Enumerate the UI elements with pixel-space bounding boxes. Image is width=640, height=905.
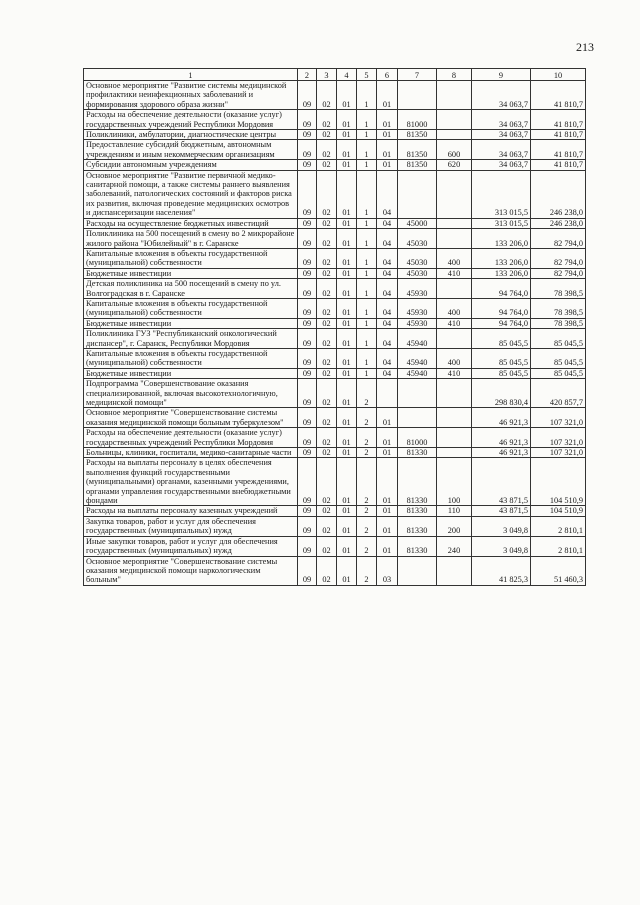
- direction-code-cell: 45940: [398, 348, 437, 368]
- subsection-code-cell: 02: [317, 218, 337, 228]
- table-row: [84, 279, 586, 299]
- subprogram-code-cell: 2: [357, 506, 377, 516]
- direction-code-cell: 81350: [398, 140, 437, 160]
- program-code-cell: 01: [337, 536, 357, 556]
- amount-year1-cell: 133 206,0: [472, 229, 531, 249]
- subprogram-code-cell: 2: [357, 428, 377, 448]
- amount-year1-cell: 3 049,8: [472, 516, 531, 536]
- table-row: [84, 536, 586, 556]
- amount-year1-cell: 313 015,5: [472, 218, 531, 228]
- column-header: 4: [337, 69, 357, 81]
- program-code-cell: 01: [337, 379, 357, 408]
- event-code-cell: 01: [377, 516, 398, 536]
- amount-year2-cell: 78 398,5: [531, 318, 586, 328]
- row-name-cell: Расходы на обеспечение деятельности (оказание услуг) государственных учреждений Республики Мордовия: [84, 428, 298, 448]
- direction-code-cell: 81330: [398, 516, 437, 536]
- direction-code-cell: [398, 170, 437, 218]
- program-code-cell: 01: [337, 428, 357, 448]
- event-code-cell: 04: [377, 318, 398, 328]
- program-code-cell: 01: [337, 448, 357, 458]
- section-code-cell: 09: [298, 556, 317, 585]
- direction-code-cell: [398, 408, 437, 428]
- column-header: 2: [298, 69, 317, 81]
- direction-code-cell: 81000: [398, 110, 437, 130]
- row-name-cell: Основное мероприятие "Развитие первичной медико-санитарной помощи, а также системы раннего выявления заболеваний, патологических состояний и факторов риска их развития, включая проведение медицинских осмотров и диспансеризации населения": [84, 170, 298, 218]
- program-code-cell: 01: [337, 458, 357, 506]
- event-code-cell: 04: [377, 368, 398, 378]
- budget-table: [83, 68, 586, 586]
- page-number: 213: [576, 40, 594, 54]
- event-code-cell: 01: [377, 140, 398, 160]
- table-row: [84, 556, 586, 585]
- expense-type-cell: [437, 556, 472, 585]
- table-row: [84, 140, 586, 160]
- header-row: [84, 69, 586, 81]
- program-code-cell: 01: [337, 81, 357, 110]
- section-code-cell: 09: [298, 458, 317, 506]
- expense-type-cell: 620: [437, 160, 472, 170]
- subprogram-code-cell: 2: [357, 408, 377, 428]
- subprogram-code-cell: 1: [357, 218, 377, 228]
- event-code-cell: 01: [377, 536, 398, 556]
- expense-type-cell: 200: [437, 516, 472, 536]
- subsection-code-cell: 02: [317, 458, 337, 506]
- program-code-cell: 01: [337, 298, 357, 318]
- row-name-cell: Бюджетные инвестиции: [84, 268, 298, 278]
- subsection-code-cell: 02: [317, 170, 337, 218]
- subsection-code-cell: 02: [317, 248, 337, 268]
- amount-year1-cell: 298 830,4: [472, 379, 531, 408]
- event-code-cell: 04: [377, 298, 398, 318]
- amount-year1-cell: 34 063,7: [472, 130, 531, 140]
- amount-year1-cell: 46 921,3: [472, 408, 531, 428]
- program-code-cell: 01: [337, 170, 357, 218]
- event-code-cell: 04: [377, 268, 398, 278]
- section-code-cell: 09: [298, 428, 317, 448]
- expense-type-cell: 400: [437, 348, 472, 368]
- event-code-cell: 01: [377, 458, 398, 506]
- program-code-cell: 01: [337, 218, 357, 228]
- column-header: 3: [317, 69, 337, 81]
- program-code-cell: 01: [337, 348, 357, 368]
- section-code-cell: 09: [298, 379, 317, 408]
- table-row: [84, 458, 586, 506]
- amount-year2-cell: 2 810,1: [531, 516, 586, 536]
- subsection-code-cell: 02: [317, 140, 337, 160]
- row-name-cell: Капитальные вложения в объекты государственной (муниципальной) собственности: [84, 298, 298, 318]
- table-row: [84, 130, 586, 140]
- event-code-cell: 01: [377, 428, 398, 448]
- amount-year2-cell: 41 810,7: [531, 110, 586, 130]
- subprogram-code-cell: 1: [357, 298, 377, 318]
- column-header: 9: [472, 69, 531, 81]
- subsection-code-cell: 02: [317, 408, 337, 428]
- subprogram-code-cell: 1: [357, 318, 377, 328]
- column-header: 7: [398, 69, 437, 81]
- direction-code-cell: 45930: [398, 279, 437, 299]
- expense-type-cell: [437, 448, 472, 458]
- program-code-cell: 01: [337, 160, 357, 170]
- program-code-cell: 01: [337, 329, 357, 349]
- row-name-cell: Капитальные вложения в объекты государственной (муниципальной) собственности: [84, 248, 298, 268]
- column-header: 8: [437, 69, 472, 81]
- direction-code-cell: 81350: [398, 160, 437, 170]
- amount-year2-cell: 246 238,0: [531, 170, 586, 218]
- table-row: [84, 428, 586, 448]
- expense-type-cell: 410: [437, 268, 472, 278]
- direction-code-cell: [398, 556, 437, 585]
- amount-year2-cell: 82 794,0: [531, 248, 586, 268]
- expense-type-cell: [437, 110, 472, 130]
- event-code-cell: 04: [377, 218, 398, 228]
- amount-year1-cell: 43 871,5: [472, 458, 531, 506]
- expense-type-cell: [437, 408, 472, 428]
- event-code-cell: 04: [377, 248, 398, 268]
- subsection-code-cell: 02: [317, 329, 337, 349]
- amount-year1-cell: 85 045,5: [472, 329, 531, 349]
- row-name-cell: Бюджетные инвестиции: [84, 318, 298, 328]
- expense-type-cell: 410: [437, 318, 472, 328]
- amount-year2-cell: 104 510,9: [531, 458, 586, 506]
- subsection-code-cell: 02: [317, 448, 337, 458]
- row-name-cell: Основное мероприятие "Совершенствование системы оказания медицинской помощи наркологическим больным": [84, 556, 298, 585]
- table-row: [84, 379, 586, 408]
- table-row: [84, 318, 586, 328]
- subsection-code-cell: 02: [317, 506, 337, 516]
- event-code-cell: 04: [377, 329, 398, 349]
- expense-type-cell: 110: [437, 506, 472, 516]
- column-header: 1: [84, 69, 298, 81]
- section-code-cell: 09: [298, 448, 317, 458]
- table-row: [84, 329, 586, 349]
- amount-year1-cell: 34 063,7: [472, 160, 531, 170]
- event-code-cell: 04: [377, 348, 398, 368]
- table-row: [84, 110, 586, 130]
- amount-year1-cell: 46 921,3: [472, 428, 531, 448]
- amount-year2-cell: 51 460,3: [531, 556, 586, 585]
- section-code-cell: 09: [298, 298, 317, 318]
- row-name-cell: Детская поликлиника на 500 посещений в смену по ул. Волгоградская в г. Саранске: [84, 279, 298, 299]
- subsection-code-cell: 02: [317, 110, 337, 130]
- table-row: [84, 298, 586, 318]
- amount-year1-cell: 34 063,7: [472, 81, 531, 110]
- subprogram-code-cell: 2: [357, 458, 377, 506]
- amount-year2-cell: 107 321,0: [531, 408, 586, 428]
- expense-type-cell: 400: [437, 298, 472, 318]
- direction-code-cell: 45930: [398, 298, 437, 318]
- table-row: [84, 368, 586, 378]
- expense-type-cell: [437, 329, 472, 349]
- section-code-cell: 09: [298, 408, 317, 428]
- subprogram-code-cell: 2: [357, 516, 377, 536]
- table-row: [84, 229, 586, 249]
- direction-code-cell: 45000: [398, 218, 437, 228]
- subsection-code-cell: 02: [317, 368, 337, 378]
- row-name-cell: Бюджетные инвестиции: [84, 368, 298, 378]
- table-row: [84, 348, 586, 368]
- row-name-cell: Основное мероприятие "Совершенствование системы оказания медицинской помощи больным туберкулезом": [84, 408, 298, 428]
- amount-year1-cell: 133 206,0: [472, 268, 531, 278]
- subprogram-code-cell: 2: [357, 536, 377, 556]
- program-code-cell: 01: [337, 318, 357, 328]
- amount-year2-cell: 41 810,7: [531, 160, 586, 170]
- direction-code-cell: 81330: [398, 536, 437, 556]
- subprogram-code-cell: 1: [357, 268, 377, 278]
- expense-type-cell: [437, 229, 472, 249]
- subsection-code-cell: 02: [317, 536, 337, 556]
- direction-code-cell: [398, 81, 437, 110]
- table-row: [84, 506, 586, 516]
- section-code-cell: 09: [298, 348, 317, 368]
- direction-code-cell: 81330: [398, 458, 437, 506]
- subsection-code-cell: 02: [317, 379, 337, 408]
- amount-year2-cell: 85 045,5: [531, 329, 586, 349]
- direction-code-cell: 81350: [398, 130, 437, 140]
- subprogram-code-cell: 1: [357, 248, 377, 268]
- section-code-cell: 09: [298, 81, 317, 110]
- amount-year2-cell: 85 045,5: [531, 348, 586, 368]
- event-code-cell: 01: [377, 448, 398, 458]
- row-name-cell: Иные закупки товаров, работ и услуг для обеспечения государственных (муниципальных) нужд: [84, 536, 298, 556]
- amount-year2-cell: 85 045,5: [531, 368, 586, 378]
- column-header: 10: [531, 69, 586, 81]
- event-code-cell: 04: [377, 279, 398, 299]
- program-code-cell: 01: [337, 279, 357, 299]
- row-name-cell: Расходы на осуществление бюджетных инвестиций: [84, 218, 298, 228]
- expense-type-cell: [437, 130, 472, 140]
- row-name-cell: Поликлиники, амбулатории, диагностические центры: [84, 130, 298, 140]
- row-name-cell: Субсидии автономным учреждениям: [84, 160, 298, 170]
- table-row: [84, 170, 586, 218]
- event-code-cell: 01: [377, 506, 398, 516]
- amount-year2-cell: 78 398,5: [531, 279, 586, 299]
- direction-code-cell: 45030: [398, 268, 437, 278]
- expense-type-cell: 400: [437, 248, 472, 268]
- amount-year2-cell: 41 810,7: [531, 140, 586, 160]
- section-code-cell: 09: [298, 130, 317, 140]
- expense-type-cell: [437, 379, 472, 408]
- amount-year2-cell: 107 321,0: [531, 448, 586, 458]
- event-code-cell: 01: [377, 408, 398, 428]
- expense-type-cell: [437, 170, 472, 218]
- row-name-cell: Подпрограмма "Совершенствование оказания специализированной, включая высокотехнологичную, медицинской помощи": [84, 379, 298, 408]
- subprogram-code-cell: 1: [357, 81, 377, 110]
- event-code-cell: [377, 379, 398, 408]
- event-code-cell: 01: [377, 130, 398, 140]
- expense-type-cell: [437, 81, 472, 110]
- subsection-code-cell: 02: [317, 516, 337, 536]
- amount-year1-cell: 94 764,0: [472, 279, 531, 299]
- program-code-cell: 01: [337, 248, 357, 268]
- amount-year2-cell: 82 794,0: [531, 268, 586, 278]
- subsection-code-cell: 02: [317, 81, 337, 110]
- amount-year1-cell: 85 045,5: [472, 368, 531, 378]
- subprogram-code-cell: 2: [357, 556, 377, 585]
- program-code-cell: 01: [337, 229, 357, 249]
- expense-type-cell: 600: [437, 140, 472, 160]
- amount-year1-cell: 46 921,3: [472, 448, 531, 458]
- row-name-cell: Расходы на обеспечение деятельности (оказание услуг) государственных учреждений Республики Мордовия: [84, 110, 298, 130]
- direction-code-cell: 81330: [398, 506, 437, 516]
- row-name-cell: Поликлиника ГУЗ "Республиканский онкологический диспансер", г. Саранск, Республики Мордовия: [84, 329, 298, 349]
- direction-code-cell: 45030: [398, 248, 437, 268]
- table-row: [84, 408, 586, 428]
- program-code-cell: 01: [337, 408, 357, 428]
- section-code-cell: 09: [298, 160, 317, 170]
- table-row: [84, 448, 586, 458]
- amount-year2-cell: 2 810,1: [531, 536, 586, 556]
- amount-year1-cell: 313 015,5: [472, 170, 531, 218]
- amount-year2-cell: 420 857,7: [531, 379, 586, 408]
- subsection-code-cell: 02: [317, 556, 337, 585]
- amount-year1-cell: 94 764,0: [472, 298, 531, 318]
- amount-year2-cell: 82 794,0: [531, 229, 586, 249]
- direction-code-cell: [398, 379, 437, 408]
- direction-code-cell: 45940: [398, 329, 437, 349]
- expense-type-cell: 240: [437, 536, 472, 556]
- amount-year1-cell: 85 045,5: [472, 348, 531, 368]
- table-header: [84, 69, 586, 81]
- program-code-cell: 01: [337, 140, 357, 160]
- row-name-cell: Расходы на выплаты персоналу казенных учреждений: [84, 506, 298, 516]
- event-code-cell: 01: [377, 81, 398, 110]
- section-code-cell: 09: [298, 279, 317, 299]
- amount-year2-cell: 78 398,5: [531, 298, 586, 318]
- amount-year1-cell: 34 063,7: [472, 110, 531, 130]
- table-row: [84, 248, 586, 268]
- row-name-cell: Капитальные вложения в объекты государственной (муниципальной) собственности: [84, 348, 298, 368]
- subprogram-code-cell: 1: [357, 348, 377, 368]
- amount-year2-cell: 104 510,9: [531, 506, 586, 516]
- subprogram-code-cell: 2: [357, 448, 377, 458]
- program-code-cell: 01: [337, 556, 357, 585]
- expense-type-cell: [437, 218, 472, 228]
- subprogram-code-cell: 1: [357, 130, 377, 140]
- event-code-cell: 03: [377, 556, 398, 585]
- row-name-cell: Больницы, клиники, госпитали, медико-санитарные части: [84, 448, 298, 458]
- program-code-cell: 01: [337, 368, 357, 378]
- row-name-cell: Основное мероприятие "Развитие системы медицинской профилактики неинфекционных заболеваний и формирования здорового образа жизни": [84, 81, 298, 110]
- table-row: [84, 81, 586, 110]
- expense-type-cell: [437, 279, 472, 299]
- direction-code-cell: 45930: [398, 318, 437, 328]
- subsection-code-cell: 02: [317, 279, 337, 299]
- amount-year1-cell: 3 049,8: [472, 536, 531, 556]
- program-code-cell: 01: [337, 110, 357, 130]
- subprogram-code-cell: 1: [357, 329, 377, 349]
- amount-year1-cell: 41 825,3: [472, 556, 531, 585]
- section-code-cell: 09: [298, 318, 317, 328]
- table-row: [84, 160, 586, 170]
- amount-year1-cell: 94 764,0: [472, 318, 531, 328]
- program-code-cell: 01: [337, 516, 357, 536]
- amount-year2-cell: 41 810,7: [531, 130, 586, 140]
- column-header: 5: [357, 69, 377, 81]
- subsection-code-cell: 02: [317, 268, 337, 278]
- event-code-cell: 01: [377, 110, 398, 130]
- expense-type-cell: [437, 428, 472, 448]
- direction-code-cell: 81000: [398, 428, 437, 448]
- program-code-cell: 01: [337, 506, 357, 516]
- expense-type-cell: 100: [437, 458, 472, 506]
- direction-code-cell: 81330: [398, 448, 437, 458]
- section-code-cell: 09: [298, 506, 317, 516]
- section-code-cell: 09: [298, 268, 317, 278]
- column-header: 6: [377, 69, 398, 81]
- section-code-cell: 09: [298, 170, 317, 218]
- table-row: [84, 516, 586, 536]
- subsection-code-cell: 02: [317, 318, 337, 328]
- direction-code-cell: 45940: [398, 368, 437, 378]
- section-code-cell: 09: [298, 536, 317, 556]
- subprogram-code-cell: 1: [357, 170, 377, 218]
- section-code-cell: 09: [298, 368, 317, 378]
- event-code-cell: 01: [377, 160, 398, 170]
- amount-year2-cell: 246 238,0: [531, 218, 586, 228]
- subsection-code-cell: 02: [317, 229, 337, 249]
- section-code-cell: 09: [298, 329, 317, 349]
- section-code-cell: 09: [298, 140, 317, 160]
- subprogram-code-cell: 1: [357, 160, 377, 170]
- subprogram-code-cell: 1: [357, 279, 377, 299]
- subprogram-code-cell: 2: [357, 379, 377, 408]
- subsection-code-cell: 02: [317, 160, 337, 170]
- row-name-cell: Закупка товаров, работ и услуг для обеспечения государственных (муниципальных) нужд: [84, 516, 298, 536]
- section-code-cell: 09: [298, 218, 317, 228]
- subsection-code-cell: 02: [317, 348, 337, 368]
- row-name-cell: Предоставление субсидий бюджетным, автономным учреждениям и иным некоммерческим организациям: [84, 140, 298, 160]
- amount-year2-cell: 41 810,7: [531, 81, 586, 110]
- event-code-cell: 04: [377, 229, 398, 249]
- subsection-code-cell: 02: [317, 130, 337, 140]
- section-code-cell: 09: [298, 110, 317, 130]
- table-body: [84, 81, 586, 586]
- section-code-cell: 09: [298, 229, 317, 249]
- subsection-code-cell: 02: [317, 298, 337, 318]
- program-code-cell: 01: [337, 130, 357, 140]
- amount-year1-cell: 43 871,5: [472, 506, 531, 516]
- event-code-cell: 04: [377, 170, 398, 218]
- table-row: [84, 218, 586, 228]
- program-code-cell: 01: [337, 268, 357, 278]
- subprogram-code-cell: 1: [357, 229, 377, 249]
- row-name-cell: Поликлиника на 500 посещений в смену во 2 микрорайоне жилого района "Юбилейный" в г. Саранске: [84, 229, 298, 249]
- amount-year1-cell: 133 206,0: [472, 248, 531, 268]
- subprogram-code-cell: 1: [357, 110, 377, 130]
- expense-type-cell: 410: [437, 368, 472, 378]
- subsection-code-cell: 02: [317, 428, 337, 448]
- direction-code-cell: 45030: [398, 229, 437, 249]
- amount-year2-cell: 107 321,0: [531, 428, 586, 448]
- table-row: [84, 268, 586, 278]
- amount-year1-cell: 34 063,7: [472, 140, 531, 160]
- subprogram-code-cell: 1: [357, 140, 377, 160]
- section-code-cell: 09: [298, 516, 317, 536]
- row-name-cell: Расходы на выплаты персоналу в целях обеспечения выполнения функций государственными (муниципальными) органами, казенными учреждениями, органами управления государственными внебюджетными фондами: [84, 458, 298, 506]
- subprogram-code-cell: 1: [357, 368, 377, 378]
- section-code-cell: 09: [298, 248, 317, 268]
